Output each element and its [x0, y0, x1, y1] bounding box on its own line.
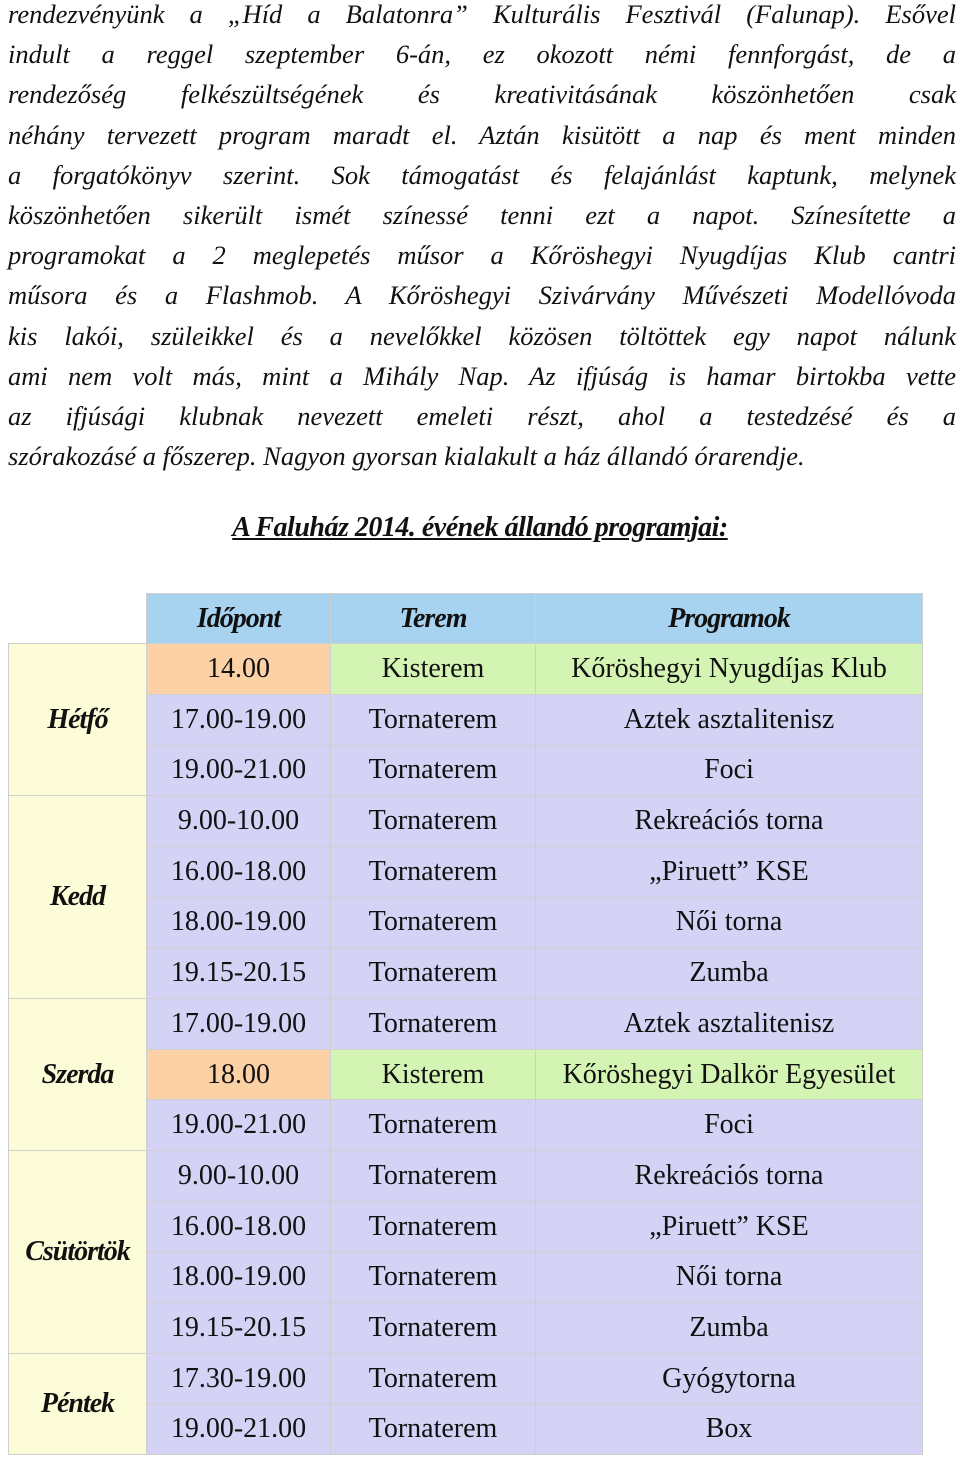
program-cell: Zumba — [536, 1303, 923, 1354]
table-row — [9, 796, 923, 847]
program-cell: Rekreációs torna — [536, 1151, 923, 1202]
header-blank-cell — [9, 594, 147, 644]
day-label: Kedd — [9, 796, 147, 999]
room-cell: Tornaterem — [331, 745, 536, 796]
day-label: Csütörtök — [9, 1151, 147, 1354]
table-row — [9, 846, 923, 897]
room-cell: Tornaterem — [331, 1252, 536, 1303]
room-cell: Tornaterem — [331, 948, 536, 999]
time-cell: 19.00-21.00 — [147, 1404, 331, 1455]
table-row — [9, 745, 923, 796]
header-time: Időpont — [147, 594, 331, 644]
room-cell: Tornaterem — [331, 897, 536, 948]
room-cell: Tornaterem — [331, 1100, 536, 1151]
room-cell: Tornaterem — [331, 846, 536, 897]
header-room: Terem — [331, 594, 536, 644]
day-label: Péntek — [9, 1353, 147, 1454]
table-row — [9, 644, 923, 695]
table-row — [9, 1049, 923, 1100]
program-cell: Aztek asztalitenisz — [536, 694, 923, 745]
room-cell: Tornaterem — [331, 796, 536, 847]
time-cell: 19.00-21.00 — [147, 1100, 331, 1151]
time-cell: 17.00-19.00 — [147, 694, 331, 745]
table-row — [9, 1252, 923, 1303]
intro-line: műsora és a Flashmob. A Kőröshegyi Szivárvány Művészeti Modellóvoda — [8, 280, 956, 311]
program-cell: Zumba — [536, 948, 923, 999]
program-cell: Gyógytorna — [536, 1353, 923, 1404]
table-row — [9, 1151, 923, 1202]
table-header-row — [9, 594, 923, 644]
room-cell: Kisterem — [331, 644, 536, 695]
day-label: Szerda — [9, 999, 147, 1151]
time-cell: 17.30-19.00 — [147, 1353, 331, 1404]
room-cell: Tornaterem — [331, 1151, 536, 1202]
room-cell: Tornaterem — [331, 999, 536, 1050]
table-row — [9, 897, 923, 948]
table-row — [9, 948, 923, 999]
room-cell: Tornaterem — [331, 1201, 536, 1252]
intro-line: néhány tervezett program maradt el. Aztán kisütött a nap és ment minden — [8, 119, 956, 150]
time-cell: 19.00-21.00 — [147, 745, 331, 796]
program-cell: „Piruett” KSE — [536, 846, 923, 897]
room-cell: Tornaterem — [331, 1404, 536, 1455]
program-cell: Box — [536, 1404, 923, 1455]
program-cell: Foci — [536, 745, 923, 796]
schedule-table — [8, 593, 923, 1455]
day-label: Hétfő — [9, 644, 147, 796]
time-cell: 9.00-10.00 — [147, 796, 331, 847]
time-cell: 18.00 — [147, 1049, 331, 1100]
time-cell: 19.15-20.15 — [147, 1303, 331, 1354]
schedule-heading: A Faluház 2014. évének állandó programjai: — [232, 512, 728, 543]
time-cell: 18.00-19.00 — [147, 1252, 331, 1303]
table-row — [9, 694, 923, 745]
time-cell: 16.00-18.00 — [147, 846, 331, 897]
time-cell: 14.00 — [147, 644, 331, 695]
table-row — [9, 1100, 923, 1151]
intro-line: indult a reggel szeptember 6-án, ez okozott némi fennforgást, de a — [8, 39, 956, 70]
intro-line: ami nem volt más, mint a Mihály Nap. Az ifjúság is hamar birtokba vette — [8, 360, 956, 391]
time-cell: 17.00-19.00 — [147, 999, 331, 1050]
intro-line: rendezvényünk a „Híd a Balatonra” Kulturális Fesztivál (Falunap). Esővel — [8, 0, 956, 29]
program-cell: Női torna — [536, 1252, 923, 1303]
program-cell: Foci — [536, 1100, 923, 1151]
room-cell: Tornaterem — [331, 694, 536, 745]
time-cell: 9.00-10.00 — [147, 1151, 331, 1202]
table-row — [9, 1201, 923, 1252]
table-row — [9, 1303, 923, 1354]
table-row — [9, 999, 923, 1050]
program-cell: Női torna — [536, 897, 923, 948]
intro-paragraph — [8, 0, 956, 476]
intro-line: a forgatókönyv szerint. Sok támogatást és felajánlást kaptunk, melynek — [8, 159, 956, 190]
intro-line: szórakozásé a főszerep. Nagyon gyorsan kialakult a ház állandó órarendje. — [8, 441, 805, 472]
time-cell: 16.00-18.00 — [147, 1201, 331, 1252]
table-row — [9, 1353, 923, 1404]
time-cell: 18.00-19.00 — [147, 897, 331, 948]
intro-line: programokat a 2 meglepetés műsor a Kőröshegyi Nyugdíjas Klub cantri — [8, 240, 956, 271]
program-cell: Rekreációs torna — [536, 796, 923, 847]
time-cell: 19.15-20.15 — [147, 948, 331, 999]
intro-line: kis lakói, szüleikkel és a nevelőkkel közösen töltöttek egy napot nálunk — [8, 320, 956, 351]
program-cell: Aztek asztalitenisz — [536, 999, 923, 1050]
intro-line: köszönhetően sikerült ismét színessé tenni ezt a napot. Színesítette a — [8, 200, 956, 231]
room-cell: Kisterem — [331, 1049, 536, 1100]
program-cell: Kőröshegyi Nyugdíjas Klub — [536, 644, 923, 695]
program-cell: „Piruett” KSE — [536, 1201, 923, 1252]
room-cell: Tornaterem — [331, 1353, 536, 1404]
room-cell: Tornaterem — [331, 1303, 536, 1354]
header-program: Programok — [536, 594, 923, 644]
program-cell: Kőröshegyi Dalkör Egyesület — [536, 1049, 923, 1100]
table-row — [9, 1404, 923, 1455]
intro-line: az ifjúsági klubnak nevezett emeleti részt, ahol a testedzésé és a — [8, 401, 956, 432]
intro-line: rendezőség felkészültségének és kreativitásának köszönhetően csak — [8, 79, 956, 110]
